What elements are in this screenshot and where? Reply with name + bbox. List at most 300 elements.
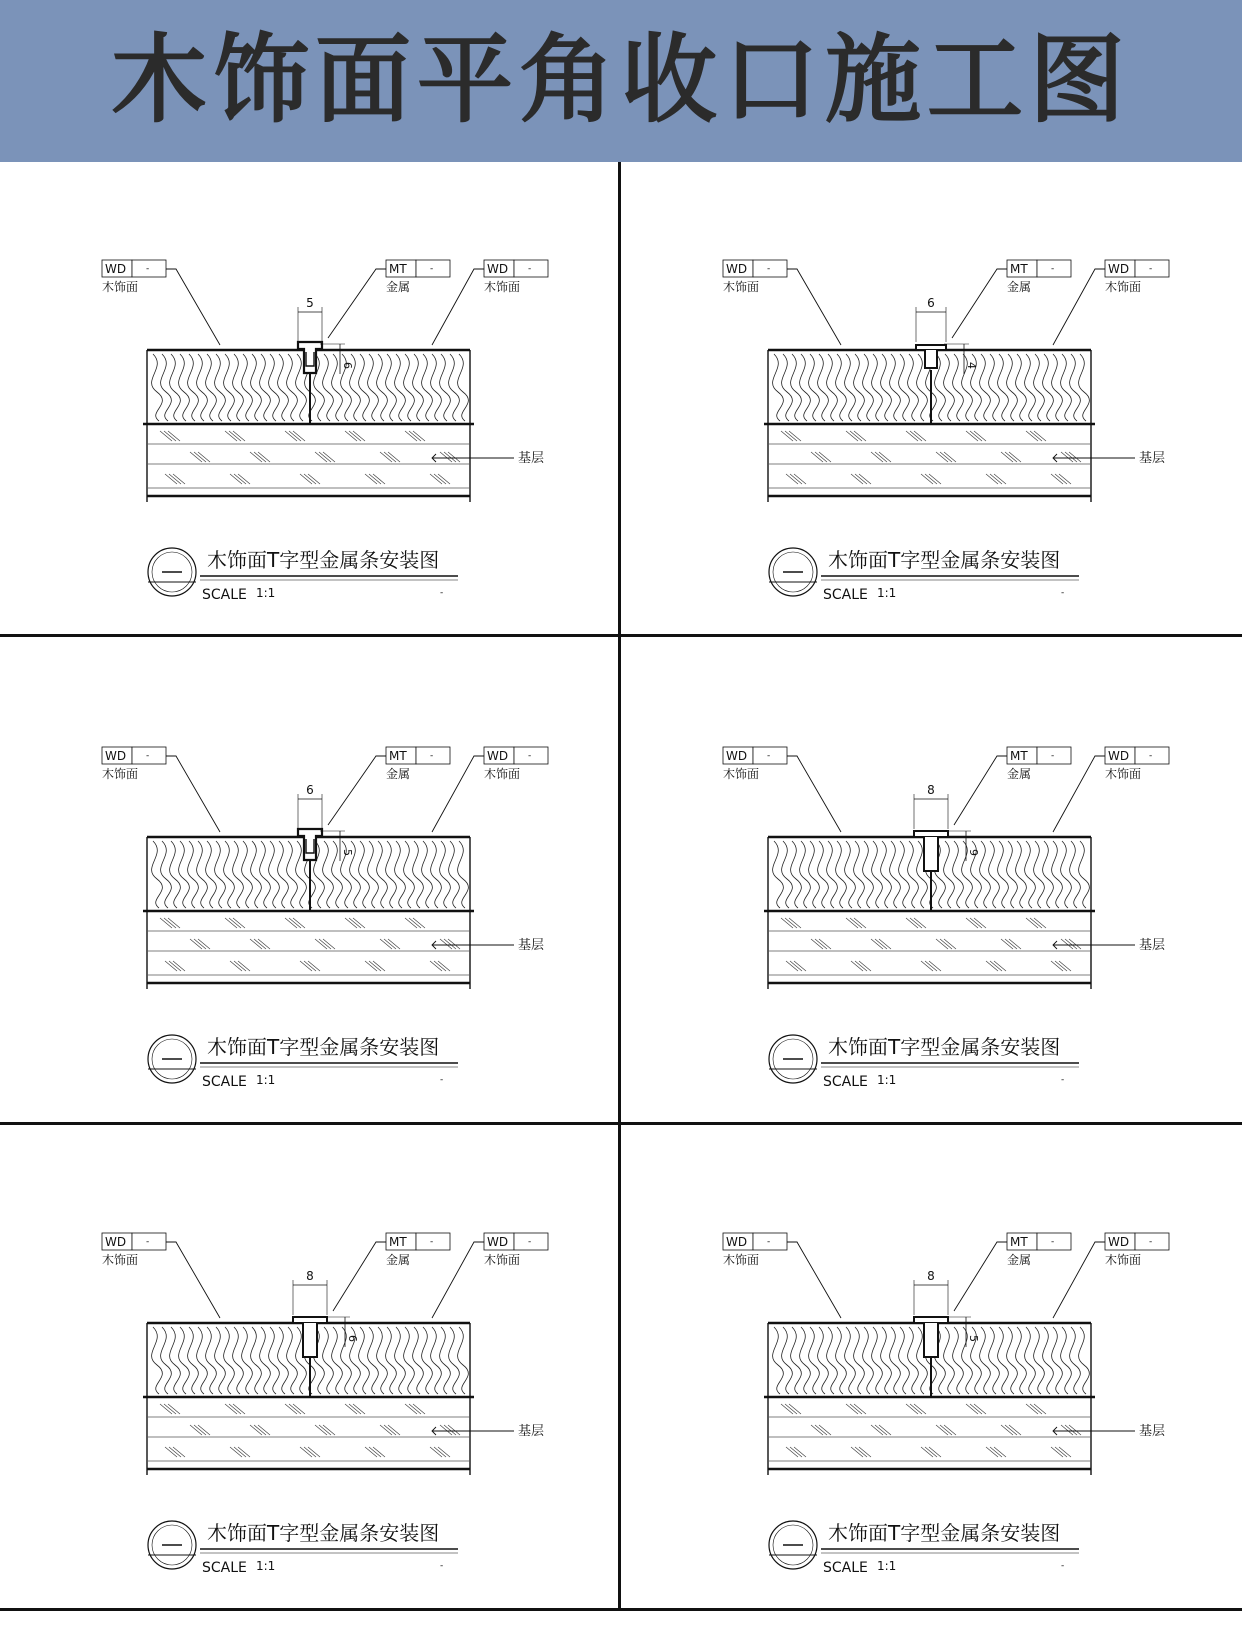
tag-number: - [1051, 1237, 1055, 1247]
wood-grain [1043, 354, 1054, 421]
wood-grain [998, 354, 1009, 421]
wood-grain [269, 354, 280, 421]
tag-name: 木饰面 [102, 1253, 139, 1267]
wood-grain [1079, 841, 1090, 908]
wood-grain [1025, 1327, 1036, 1394]
tag-number: - [1051, 264, 1055, 274]
tag-number: - [146, 751, 150, 761]
tag-code: WD [487, 262, 509, 276]
wood-grain [368, 1327, 379, 1394]
base-layer-label: 基层 [518, 1424, 545, 1439]
wood-grain [269, 841, 280, 908]
wood-grain [1034, 1327, 1045, 1394]
wood-grain [242, 1327, 253, 1394]
wood-grain [152, 354, 163, 421]
wood-grain [170, 1327, 181, 1394]
t-metal-strip [914, 1317, 948, 1357]
tag-code: WD [726, 1235, 748, 1249]
wood-grain [836, 354, 847, 421]
detail-title-block [148, 1035, 458, 1090]
tag-number: - [528, 751, 532, 761]
depth-dim-value: 6 [346, 1335, 359, 1342]
wood-grain [989, 354, 1000, 421]
wood-grain [908, 354, 919, 421]
wood-grain [1016, 1327, 1027, 1394]
leader-wood-left [787, 1242, 841, 1318]
scale-label: SCALE [823, 587, 868, 603]
wood-grain [800, 841, 811, 908]
wood-grain [458, 354, 469, 421]
tag-number: - [430, 1237, 434, 1247]
wood-grain [809, 1327, 820, 1394]
width-dim-value: 6 [306, 783, 314, 797]
wood-grain [332, 841, 343, 908]
base-layer-label: 基层 [518, 451, 545, 466]
wood-grain [854, 1327, 865, 1394]
wood-grain [323, 1327, 334, 1394]
detail-caption: 木饰面T字型金属条安装图 [207, 1035, 440, 1059]
base-layer-label: 基层 [518, 938, 545, 953]
tag-name: 木饰面 [102, 280, 139, 294]
wood-grain [215, 1327, 226, 1394]
wood-grain [836, 1327, 847, 1394]
leader-wood-left [787, 756, 841, 832]
wood-grain [827, 841, 838, 908]
depth-dim-value: 9 [967, 849, 980, 856]
wood-grain [197, 354, 208, 421]
wood-grain [773, 354, 784, 421]
callout-wood-right [1105, 1233, 1169, 1267]
wood-grain [242, 841, 253, 908]
base-layer-board [147, 1397, 470, 1475]
wood-grain [1052, 1327, 1063, 1394]
leader-wood-left [787, 269, 841, 345]
leader-lines [166, 1242, 514, 1435]
wood-grain [323, 841, 334, 908]
detail-drawing-3 [0, 649, 620, 1135]
wood-grain [1070, 354, 1081, 421]
wood-grain [377, 354, 388, 421]
leader-wood-left [166, 1242, 220, 1318]
wood-grain [899, 354, 910, 421]
callout-wood-left [102, 260, 166, 294]
width-dim-value: 5 [306, 296, 314, 310]
wood-grain [773, 841, 784, 908]
t-strip-cap [293, 1317, 327, 1323]
scale-label: SCALE [202, 587, 247, 603]
wood-grain [260, 354, 271, 421]
leader-lines [787, 756, 1135, 949]
wood-grain [1052, 354, 1063, 421]
wood-grain [782, 354, 793, 421]
tag-name: 木饰面 [1105, 767, 1142, 781]
tag-number: - [146, 264, 150, 274]
grid-divider-bottom [0, 1608, 1242, 1611]
wood-grain [161, 1327, 172, 1394]
tag-code: WD [1108, 1235, 1130, 1249]
sheet-index-mark: - [440, 1075, 444, 1085]
callout-metal [386, 260, 450, 294]
wood-grain [845, 841, 856, 908]
wood-grain [980, 354, 991, 421]
callout-wood-right [1105, 747, 1169, 781]
base-layer-board [768, 424, 1091, 502]
wood-grain [881, 354, 892, 421]
depth-dim-value: 5 [967, 1335, 980, 1342]
t-metal-strip [293, 1317, 327, 1357]
callout-metal [1007, 260, 1071, 294]
wood-grain [809, 841, 820, 908]
wood-grain [953, 841, 964, 908]
sheet-index-mark: - [440, 588, 444, 598]
wood-grain [890, 1327, 901, 1394]
tag-name: 金属 [1007, 767, 1032, 781]
wood-grain [1025, 841, 1036, 908]
wood-grain [422, 1327, 433, 1394]
detail-grid [0, 162, 1242, 1638]
wood-grain [413, 354, 424, 421]
wood-grain [278, 354, 289, 421]
tag-number: - [1149, 1237, 1153, 1247]
leader-metal [328, 756, 386, 825]
wood-grain [404, 1327, 415, 1394]
wood-grain [233, 1327, 244, 1394]
wood-grain [179, 841, 190, 908]
wood-grain [404, 354, 415, 421]
detail-panel-3 [0, 649, 620, 1135]
wood-grain [881, 841, 892, 908]
tag-code: WD [105, 262, 127, 276]
tag-number: - [528, 264, 532, 274]
scale-value: 1:1 [256, 586, 276, 600]
base-layer-board [147, 424, 470, 502]
tag-code: WD [487, 749, 509, 763]
leader-wood-right [432, 1242, 484, 1318]
wood-grain [197, 841, 208, 908]
wood-grain [206, 841, 217, 908]
wood-grain [287, 354, 298, 421]
wood-grain [179, 354, 190, 421]
wood-grain [161, 354, 172, 421]
width-dim-value: 8 [306, 1269, 314, 1283]
wood-grain [449, 841, 460, 908]
callout-metal [1007, 1233, 1071, 1267]
wood-grain [863, 841, 874, 908]
tag-name: 金属 [386, 1253, 411, 1267]
callout-wood-right [484, 260, 548, 294]
wood-grain [989, 841, 1000, 908]
wood-grain [206, 1327, 217, 1394]
leader-wood-right [1053, 1242, 1105, 1318]
wood-grain [440, 354, 451, 421]
wood-grain [800, 354, 811, 421]
wood-grain [899, 1327, 910, 1394]
wood-grain [818, 354, 829, 421]
wood-grain [845, 354, 856, 421]
base-layer-board [768, 1397, 1091, 1475]
scale-value: 1:1 [877, 586, 897, 600]
callout-wood-right [1105, 260, 1169, 294]
wood-grain [152, 841, 163, 908]
depth-dim-value: 4 [965, 362, 978, 369]
wood-grain [1007, 841, 1018, 908]
tag-number: - [1051, 751, 1055, 761]
wood-grain [422, 841, 433, 908]
tag-name: 木饰面 [723, 280, 760, 294]
wood-grain [422, 354, 433, 421]
wood-grain [260, 841, 271, 908]
leader-metal [952, 269, 1007, 338]
wood-grain [395, 1327, 406, 1394]
wood-grain [1016, 841, 1027, 908]
wood-grain [440, 1327, 451, 1394]
detail-panel-5 [0, 1135, 620, 1621]
wood-grain [827, 354, 838, 421]
wood-grain [908, 1327, 919, 1394]
wood-grain [278, 1327, 289, 1394]
detail-title-block [769, 1035, 1079, 1090]
title-banner [0, 0, 1242, 162]
wood-grain [449, 1327, 460, 1394]
wood-grain [458, 841, 469, 908]
wood-grain [215, 354, 226, 421]
wood-grain [233, 841, 244, 908]
wood-grain [368, 841, 379, 908]
wood-grain [386, 354, 397, 421]
leader-wood-right [432, 269, 484, 345]
wood-grain [251, 841, 262, 908]
wood-grain [845, 1327, 856, 1394]
leader-wood-right [1053, 756, 1105, 832]
tag-code: WD [105, 1235, 127, 1249]
wood-grain [359, 354, 370, 421]
wood-grain [170, 841, 181, 908]
scale-label: SCALE [823, 1074, 868, 1090]
leader-wood-left [166, 269, 220, 345]
tag-number: - [767, 1237, 771, 1247]
leader-wood-right [1053, 269, 1105, 345]
t-strip-stem [303, 1323, 317, 1357]
base-layer-label: 基层 [1139, 451, 1166, 466]
callout-wood-left [723, 260, 787, 294]
tag-code: WD [726, 262, 748, 276]
tag-name: 金属 [1007, 1253, 1032, 1267]
tag-code: WD [1108, 749, 1130, 763]
wood-grain [827, 1327, 838, 1394]
wood-grain [881, 1327, 892, 1394]
wood-grain [1052, 841, 1063, 908]
detail-caption: 木饰面T字型金属条安装图 [828, 1035, 1061, 1059]
detail-drawing-4 [621, 649, 1241, 1135]
wood-grain [287, 1327, 298, 1394]
width-dim-value: 8 [927, 1269, 935, 1283]
wood-grain [188, 841, 199, 908]
wood-grain [872, 841, 883, 908]
wood-grain [791, 354, 802, 421]
leader-metal [954, 756, 1007, 825]
wood-grain [386, 1327, 397, 1394]
wood-grain [413, 841, 424, 908]
scale-value: 1:1 [256, 1073, 276, 1087]
tag-name: 木饰面 [484, 1253, 521, 1267]
wood-grain [431, 1327, 442, 1394]
grid-divider-horizontal-2 [0, 1122, 1242, 1125]
wood-grain [224, 354, 235, 421]
wood-grain [944, 841, 955, 908]
callout-metal [386, 747, 450, 781]
wood-grain [359, 1327, 370, 1394]
wood-grain [359, 841, 370, 908]
depth-dim-value: 6 [341, 362, 354, 369]
wood-grain [1034, 354, 1045, 421]
tag-number: - [1149, 264, 1153, 274]
t-strip-stem [924, 837, 938, 871]
callout-metal [386, 1233, 450, 1267]
tag-code: MT [1010, 749, 1028, 763]
sheet-index-mark: - [1061, 1561, 1065, 1571]
detail-drawing-1 [0, 162, 620, 648]
wood-grain [998, 841, 1009, 908]
wood-grain [989, 1327, 1000, 1394]
detail-caption: 木饰面T字型金属条安装图 [207, 1521, 440, 1545]
width-dim-value: 8 [927, 783, 935, 797]
wood-grain [197, 1327, 208, 1394]
detail-title-block [769, 548, 1079, 603]
base-layer-board [147, 911, 470, 989]
wood-grain [449, 354, 460, 421]
tag-code: WD [487, 1235, 509, 1249]
wood-grain [944, 1327, 955, 1394]
width-dim-value: 6 [927, 296, 935, 310]
callout-wood-left [723, 747, 787, 781]
wood-grain [863, 354, 874, 421]
callout-wood-left [102, 1233, 166, 1267]
leader-metal [333, 1242, 386, 1311]
wood-grain [413, 1327, 424, 1394]
wood-grain [1070, 841, 1081, 908]
detail-panel-1 [0, 162, 620, 648]
leader-metal [328, 269, 386, 338]
detail-panel-6 [621, 1135, 1241, 1621]
tag-number: - [767, 264, 771, 274]
leader-lines [787, 1242, 1135, 1435]
wood-grain [836, 841, 847, 908]
wood-grain [1043, 841, 1054, 908]
wood-grain [404, 841, 415, 908]
wood-grain [800, 1327, 811, 1394]
wood-grain [260, 1327, 271, 1394]
wood-grain [431, 841, 442, 908]
wood-grain [251, 354, 262, 421]
tag-number: - [430, 264, 434, 274]
wood-grain [908, 841, 919, 908]
wood-grain [206, 354, 217, 421]
detail-drawing-2 [621, 162, 1241, 648]
scale-label: SCALE [202, 1074, 247, 1090]
tag-name: 木饰面 [484, 767, 521, 781]
wood-grain [791, 841, 802, 908]
detail-panel-4 [621, 649, 1241, 1135]
tag-code: MT [389, 262, 407, 276]
wood-grain [269, 1327, 280, 1394]
wood-grain [1079, 354, 1090, 421]
callout-metal [1007, 747, 1071, 781]
wood-grain [224, 1327, 235, 1394]
wood-grain [1016, 354, 1027, 421]
scale-value: 1:1 [877, 1073, 897, 1087]
wood-grain [188, 1327, 199, 1394]
grid-divider-horizontal-1 [0, 634, 1242, 637]
scale-value: 1:1 [256, 1559, 276, 1573]
wood-grain [854, 354, 865, 421]
wood-grain [854, 841, 865, 908]
wood-grain [1061, 354, 1072, 421]
callout-wood-right [484, 747, 548, 781]
wood-grain [386, 841, 397, 908]
tag-name: 木饰面 [1105, 1253, 1142, 1267]
wood-grain [782, 1327, 793, 1394]
wood-grain [890, 354, 901, 421]
tag-name: 木饰面 [1105, 280, 1142, 294]
wood-grain [251, 1327, 262, 1394]
wood-grain [224, 841, 235, 908]
tag-number: - [528, 1237, 532, 1247]
tag-name: 木饰面 [723, 767, 760, 781]
wood-grain [431, 354, 442, 421]
t-strip-stem [924, 1323, 938, 1357]
scale-value: 1:1 [877, 1559, 897, 1573]
wood-grain [377, 841, 388, 908]
wood-grain [809, 354, 820, 421]
page-title: 木饰面平角收口施工图 [111, 24, 1131, 136]
depth-dim-value: 5 [341, 849, 354, 856]
wood-grain [1043, 1327, 1054, 1394]
tag-code: MT [389, 1235, 407, 1249]
tag-name: 金属 [386, 767, 411, 781]
wood-grain [1061, 1327, 1072, 1394]
wood-grain [1061, 841, 1072, 908]
leader-metal [954, 1242, 1007, 1311]
wood-grain [890, 841, 901, 908]
detail-drawing-5 [0, 1135, 620, 1621]
tag-name: 金属 [1007, 280, 1032, 294]
leader-wood-left [166, 756, 220, 832]
wood-grain [1025, 354, 1036, 421]
scale-label: SCALE [823, 1560, 868, 1576]
tag-number: - [146, 1237, 150, 1247]
wood-grain [782, 841, 793, 908]
wood-grain [1007, 1327, 1018, 1394]
detail-title-block [148, 1521, 458, 1576]
leader-lines [787, 269, 1135, 462]
wood-grain [791, 1327, 802, 1394]
wood-grain [377, 1327, 388, 1394]
t-strip-stem [925, 350, 937, 368]
wood-grain [1070, 1327, 1081, 1394]
wood-grain [395, 841, 406, 908]
wood-grain [998, 1327, 1009, 1394]
base-layer-label: 基层 [1139, 938, 1166, 953]
wood-grain [161, 841, 172, 908]
grid-divider-vertical [618, 162, 621, 1611]
scale-label: SCALE [202, 1560, 247, 1576]
wood-grain [1079, 1327, 1090, 1394]
tag-name: 木饰面 [723, 1253, 760, 1267]
tag-code: MT [1010, 262, 1028, 276]
base-layer-label: 基层 [1139, 1424, 1166, 1439]
tag-name: 木饰面 [484, 280, 521, 294]
wood-grain [944, 354, 955, 421]
